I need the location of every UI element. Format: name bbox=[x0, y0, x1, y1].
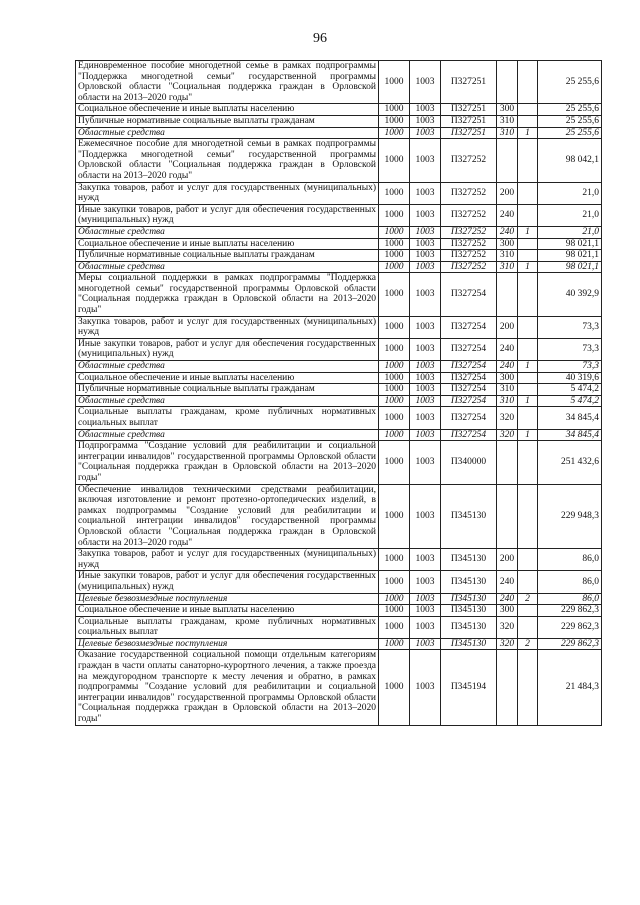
amount: 229 862,3 bbox=[538, 616, 602, 638]
row-description: Социальные выплаты гражданам, кроме публичных нормативных социальных выплат bbox=[76, 407, 379, 429]
section-code: 1000 bbox=[379, 273, 410, 316]
row-description: Публичные нормативные социальные выплаты гражданам bbox=[76, 384, 379, 396]
expense-type-code: 200 bbox=[497, 182, 518, 204]
table-row bbox=[76, 638, 602, 650]
target-article-code: П345194 bbox=[441, 650, 497, 725]
section-code: 1000 bbox=[379, 395, 410, 407]
target-article-code: П327254 bbox=[441, 395, 497, 407]
amount: 73,3 bbox=[538, 338, 602, 360]
funding-source-code bbox=[518, 407, 538, 429]
expense-type-code: 310 bbox=[497, 115, 518, 127]
table-row bbox=[76, 127, 602, 139]
subsection-code: 1003 bbox=[410, 115, 441, 127]
row-description: Единовременное пособие многодетной семье в рамках подпрограммы "Поддержка многодетной семьи" государственной программы Орловской области "Социальная поддержка граждан в Орловской области на 2013–2020 годы" bbox=[76, 61, 379, 104]
table-row bbox=[76, 384, 602, 396]
section-code: 1000 bbox=[379, 429, 410, 441]
funding-source-code bbox=[518, 139, 538, 182]
table-row bbox=[76, 226, 602, 238]
expense-type-code: 300 bbox=[497, 605, 518, 617]
subsection-code: 1003 bbox=[410, 650, 441, 725]
amount: 73,3 bbox=[538, 316, 602, 338]
amount: 229 862,3 bbox=[538, 638, 602, 650]
amount: 229 862,3 bbox=[538, 605, 602, 617]
table-row bbox=[76, 61, 602, 104]
amount: 98 021,1 bbox=[538, 261, 602, 273]
section-code: 1000 bbox=[379, 204, 410, 226]
table-row bbox=[76, 650, 602, 725]
amount: 86,0 bbox=[538, 593, 602, 605]
table-row bbox=[76, 429, 602, 441]
section-code: 1000 bbox=[379, 384, 410, 396]
subsection-code: 1003 bbox=[410, 316, 441, 338]
row-description: Публичные нормативные социальные выплаты гражданам bbox=[76, 250, 379, 262]
expense-type-code bbox=[497, 273, 518, 316]
target-article-code: П327252 bbox=[441, 182, 497, 204]
subsection-code: 1003 bbox=[410, 61, 441, 104]
amount: 5 474,2 bbox=[538, 395, 602, 407]
row-description: Меры социальной поддержки в рамках подпрограммы "Поддержка многодетной семьи" государственной программы Орловской области "Социальная поддержка граждан в Орловской области на 2013–2020 годы" bbox=[76, 273, 379, 316]
table-row bbox=[76, 441, 602, 484]
expense-type-code: 320 bbox=[497, 407, 518, 429]
table-row bbox=[76, 261, 602, 273]
table-row bbox=[76, 273, 602, 316]
amount: 21,0 bbox=[538, 226, 602, 238]
expense-type-code: 310 bbox=[497, 127, 518, 139]
table-row bbox=[76, 338, 602, 360]
amount: 86,0 bbox=[538, 571, 602, 593]
section-code: 1000 bbox=[379, 316, 410, 338]
table-row bbox=[76, 139, 602, 182]
expense-type-code: 320 bbox=[497, 638, 518, 650]
expense-type-code: 240 bbox=[497, 361, 518, 373]
expense-type-code: 310 bbox=[497, 250, 518, 262]
amount: 98 021,1 bbox=[538, 250, 602, 262]
expense-type-code: 300 bbox=[497, 238, 518, 250]
expense-type-code bbox=[497, 484, 518, 549]
row-description: Социальное обеспечение и иные выплаты населению bbox=[76, 104, 379, 116]
row-description: Социальные выплаты гражданам, кроме публичных нормативных социальных выплат bbox=[76, 616, 379, 638]
section-code: 1000 bbox=[379, 127, 410, 139]
table-row bbox=[76, 316, 602, 338]
section-code: 1000 bbox=[379, 484, 410, 549]
subsection-code: 1003 bbox=[410, 571, 441, 593]
row-description: Целевые безвозмездные поступления bbox=[76, 638, 379, 650]
row-description: Областные средства bbox=[76, 226, 379, 238]
target-article-code: П327254 bbox=[441, 273, 497, 316]
section-code: 1000 bbox=[379, 407, 410, 429]
expense-type-code bbox=[497, 61, 518, 104]
target-article-code: П345130 bbox=[441, 593, 497, 605]
target-article-code: П327252 bbox=[441, 226, 497, 238]
amount: 98 042,1 bbox=[538, 139, 602, 182]
subsection-code: 1003 bbox=[410, 395, 441, 407]
row-description: Закупка товаров, работ и услуг для государственных (муниципальных) нужд bbox=[76, 182, 379, 204]
expense-type-code: 240 bbox=[497, 571, 518, 593]
row-description: Публичные нормативные социальные выплаты гражданам bbox=[76, 115, 379, 127]
expense-type-code: 240 bbox=[497, 338, 518, 360]
funding-source-code bbox=[518, 273, 538, 316]
target-article-code: П327251 bbox=[441, 61, 497, 104]
funding-source-code: 1 bbox=[518, 361, 538, 373]
row-description: Областные средства bbox=[76, 127, 379, 139]
amount: 98 021,1 bbox=[538, 238, 602, 250]
funding-source-code bbox=[518, 549, 538, 571]
subsection-code: 1003 bbox=[410, 104, 441, 116]
subsection-code: 1003 bbox=[410, 338, 441, 360]
section-code: 1000 bbox=[379, 104, 410, 116]
row-description: Социальное обеспечение и иные выплаты населению bbox=[76, 238, 379, 250]
amount: 229 948,3 bbox=[538, 484, 602, 549]
amount: 25 255,6 bbox=[538, 127, 602, 139]
funding-source-code bbox=[518, 616, 538, 638]
row-description: Областные средства bbox=[76, 361, 379, 373]
funding-source-code bbox=[518, 605, 538, 617]
target-article-code: П345130 bbox=[441, 549, 497, 571]
target-article-code: П327254 bbox=[441, 338, 497, 360]
section-code: 1000 bbox=[379, 571, 410, 593]
page-number: 96 bbox=[313, 31, 327, 46]
subsection-code: 1003 bbox=[410, 261, 441, 273]
section-code: 1000 bbox=[379, 261, 410, 273]
section-code: 1000 bbox=[379, 638, 410, 650]
expense-type-code: 240 bbox=[497, 593, 518, 605]
table-row bbox=[76, 605, 602, 617]
funding-source-code: 1 bbox=[518, 127, 538, 139]
subsection-code: 1003 bbox=[410, 204, 441, 226]
subsection-code: 1003 bbox=[410, 484, 441, 549]
expense-type-code: 300 bbox=[497, 104, 518, 116]
table-row bbox=[76, 204, 602, 226]
subsection-code: 1003 bbox=[410, 273, 441, 316]
funding-source-code: 1 bbox=[518, 429, 538, 441]
target-article-code: П327251 bbox=[441, 127, 497, 139]
subsection-code: 1003 bbox=[410, 384, 441, 396]
target-article-code: П327254 bbox=[441, 372, 497, 384]
funding-source-code: 1 bbox=[518, 395, 538, 407]
section-code: 1000 bbox=[379, 361, 410, 373]
section-code: 1000 bbox=[379, 441, 410, 484]
funding-source-code: 1 bbox=[518, 226, 538, 238]
target-article-code: П327254 bbox=[441, 407, 497, 429]
expense-type-code bbox=[497, 139, 518, 182]
target-article-code: П327252 bbox=[441, 250, 497, 262]
subsection-code: 1003 bbox=[410, 182, 441, 204]
target-article-code: П345130 bbox=[441, 571, 497, 593]
row-description: Закупка товаров, работ и услуг для государственных (муниципальных) нужд bbox=[76, 549, 379, 571]
row-description: Закупка товаров, работ и услуг для государственных (муниципальных) нужд bbox=[76, 316, 379, 338]
table-row bbox=[76, 593, 602, 605]
table-row bbox=[76, 182, 602, 204]
funding-source-code bbox=[518, 650, 538, 725]
row-description: Областные средства bbox=[76, 261, 379, 273]
subsection-code: 1003 bbox=[410, 638, 441, 650]
row-description: Социальное обеспечение и иные выплаты населению bbox=[76, 605, 379, 617]
subsection-code: 1003 bbox=[410, 250, 441, 262]
expense-type-code bbox=[497, 650, 518, 725]
section-code: 1000 bbox=[379, 238, 410, 250]
target-article-code: П327251 bbox=[441, 104, 497, 116]
target-article-code: П345130 bbox=[441, 616, 497, 638]
amount: 40 392,9 bbox=[538, 273, 602, 316]
amount: 86,0 bbox=[538, 549, 602, 571]
table-row bbox=[76, 104, 602, 116]
target-article-code: П327254 bbox=[441, 316, 497, 338]
section-code: 1000 bbox=[379, 372, 410, 384]
funding-source-code bbox=[518, 571, 538, 593]
target-article-code: П327252 bbox=[441, 204, 497, 226]
budget-table-body bbox=[76, 61, 602, 726]
target-article-code: П327251 bbox=[441, 115, 497, 127]
amount: 25 255,6 bbox=[538, 61, 602, 104]
subsection-code: 1003 bbox=[410, 605, 441, 617]
expense-type-code: 240 bbox=[497, 226, 518, 238]
subsection-code: 1003 bbox=[410, 549, 441, 571]
funding-source-code bbox=[518, 316, 538, 338]
amount: 73,3 bbox=[538, 361, 602, 373]
expense-type-code: 300 bbox=[497, 372, 518, 384]
table-row bbox=[76, 407, 602, 429]
expense-type-code: 310 bbox=[497, 384, 518, 396]
amount: 40 319,6 bbox=[538, 372, 602, 384]
target-article-code: П345130 bbox=[441, 638, 497, 650]
funding-source-code bbox=[518, 61, 538, 104]
expense-type-code bbox=[497, 441, 518, 484]
funding-source-code bbox=[518, 384, 538, 396]
table-row bbox=[76, 395, 602, 407]
amount: 251 432,6 bbox=[538, 441, 602, 484]
target-article-code: П345130 bbox=[441, 484, 497, 549]
expense-type-code: 200 bbox=[497, 316, 518, 338]
funding-source-code bbox=[518, 441, 538, 484]
funding-source-code bbox=[518, 338, 538, 360]
row-description: Иные закупки товаров, работ и услуг для обеспечения государственных (муниципальных) нужд bbox=[76, 571, 379, 593]
section-code: 1000 bbox=[379, 616, 410, 638]
funding-source-code: 2 bbox=[518, 638, 538, 650]
expense-type-code: 320 bbox=[497, 616, 518, 638]
section-code: 1000 bbox=[379, 250, 410, 262]
table-row bbox=[76, 616, 602, 638]
target-article-code: П327254 bbox=[441, 361, 497, 373]
row-description: Обеспечение инвалидов техническими средствами реабилитации, включая изготовление и ремонт протезно-ортопедических изделий, в рамках подпрограммы "Создание условий для реабилитации и социальной интеграции инвалидов" государственной программы Орловской области "Социальная поддержка граждан в Орловской области на 2013–2020 годы" bbox=[76, 484, 379, 549]
target-article-code: П327252 bbox=[441, 139, 497, 182]
table-row bbox=[76, 250, 602, 262]
section-code: 1000 bbox=[379, 549, 410, 571]
table-row bbox=[76, 484, 602, 549]
row-description: Целевые безвозмездные поступления bbox=[76, 593, 379, 605]
amount: 21,0 bbox=[538, 204, 602, 226]
row-description: Иные закупки товаров, работ и услуг для обеспечения государственных (муниципальных) нужд bbox=[76, 204, 379, 226]
row-description: Областные средства bbox=[76, 395, 379, 407]
funding-source-code bbox=[518, 484, 538, 549]
row-description: Иные закупки товаров, работ и услуг для обеспечения государственных (муниципальных) нужд bbox=[76, 338, 379, 360]
amount: 5 474,2 bbox=[538, 384, 602, 396]
table-row bbox=[76, 361, 602, 373]
subsection-code: 1003 bbox=[410, 407, 441, 429]
section-code: 1000 bbox=[379, 605, 410, 617]
section-code: 1000 bbox=[379, 593, 410, 605]
table-row bbox=[76, 238, 602, 250]
table-row bbox=[76, 115, 602, 127]
amount: 21,0 bbox=[538, 182, 602, 204]
expense-type-code: 320 bbox=[497, 429, 518, 441]
expense-type-code: 310 bbox=[497, 395, 518, 407]
funding-source-code bbox=[518, 204, 538, 226]
target-article-code: П327252 bbox=[441, 238, 497, 250]
subsection-code: 1003 bbox=[410, 127, 441, 139]
table-row bbox=[76, 571, 602, 593]
target-article-code: П327254 bbox=[441, 384, 497, 396]
subsection-code: 1003 bbox=[410, 226, 441, 238]
amount: 34 845,4 bbox=[538, 407, 602, 429]
funding-source-code bbox=[518, 115, 538, 127]
funding-source-code bbox=[518, 104, 538, 116]
section-code: 1000 bbox=[379, 182, 410, 204]
table-row bbox=[76, 549, 602, 571]
subsection-code: 1003 bbox=[410, 441, 441, 484]
section-code: 1000 bbox=[379, 115, 410, 127]
amount: 25 255,6 bbox=[538, 104, 602, 116]
expense-type-code: 240 bbox=[497, 204, 518, 226]
row-description: Ежемесячное пособие для многодетной семьи в рамках подпрограммы "Поддержка многодетной семьи" государственной программы Орловской области "Социальная поддержка граждан в Орловской области на 2013–2020 годы" bbox=[76, 139, 379, 182]
section-code: 1000 bbox=[379, 61, 410, 104]
funding-source-code: 2 bbox=[518, 593, 538, 605]
subsection-code: 1003 bbox=[410, 238, 441, 250]
section-code: 1000 bbox=[379, 650, 410, 725]
subsection-code: 1003 bbox=[410, 139, 441, 182]
row-description: Подпрограмма "Создание условий для реабилитации и социальной интеграции инвалидов" государственной программы Орловской области "Социальная поддержка граждан в Орловской области на 2013–2020 годы" bbox=[76, 441, 379, 484]
funding-source-code bbox=[518, 182, 538, 204]
funding-source-code bbox=[518, 372, 538, 384]
section-code: 1000 bbox=[379, 338, 410, 360]
amount: 21 484,3 bbox=[538, 650, 602, 725]
expense-type-code: 310 bbox=[497, 261, 518, 273]
target-article-code: П340000 bbox=[441, 441, 497, 484]
subsection-code: 1003 bbox=[410, 429, 441, 441]
expense-type-code: 200 bbox=[497, 549, 518, 571]
funding-source-code: 1 bbox=[518, 261, 538, 273]
subsection-code: 1003 bbox=[410, 361, 441, 373]
target-article-code: П345130 bbox=[441, 605, 497, 617]
amount: 25 255,6 bbox=[538, 115, 602, 127]
budget-table bbox=[75, 60, 602, 726]
row-description: Оказание государственной социальной помощи отдельным категориям граждан в части оплаты санаторно-курортного лечения, а также проезда на междугородном транспорте к месту лечения и обратно, в рамках подпрограммы "Создание условий для реабилитации и социальной интеграции инвалидов" государственной программы Орловской области "Социальная поддержка граждан в Орловской области на 2013–2020 годы" bbox=[76, 650, 379, 725]
table-row bbox=[76, 372, 602, 384]
funding-source-code bbox=[518, 238, 538, 250]
row-description: Областные средства bbox=[76, 429, 379, 441]
target-article-code: П327254 bbox=[441, 429, 497, 441]
target-article-code: П327252 bbox=[441, 261, 497, 273]
subsection-code: 1003 bbox=[410, 593, 441, 605]
amount: 34 845,4 bbox=[538, 429, 602, 441]
row-description: Социальное обеспечение и иные выплаты населению bbox=[76, 372, 379, 384]
funding-source-code bbox=[518, 250, 538, 262]
subsection-code: 1003 bbox=[410, 616, 441, 638]
subsection-code: 1003 bbox=[410, 372, 441, 384]
section-code: 1000 bbox=[379, 139, 410, 182]
section-code: 1000 bbox=[379, 226, 410, 238]
